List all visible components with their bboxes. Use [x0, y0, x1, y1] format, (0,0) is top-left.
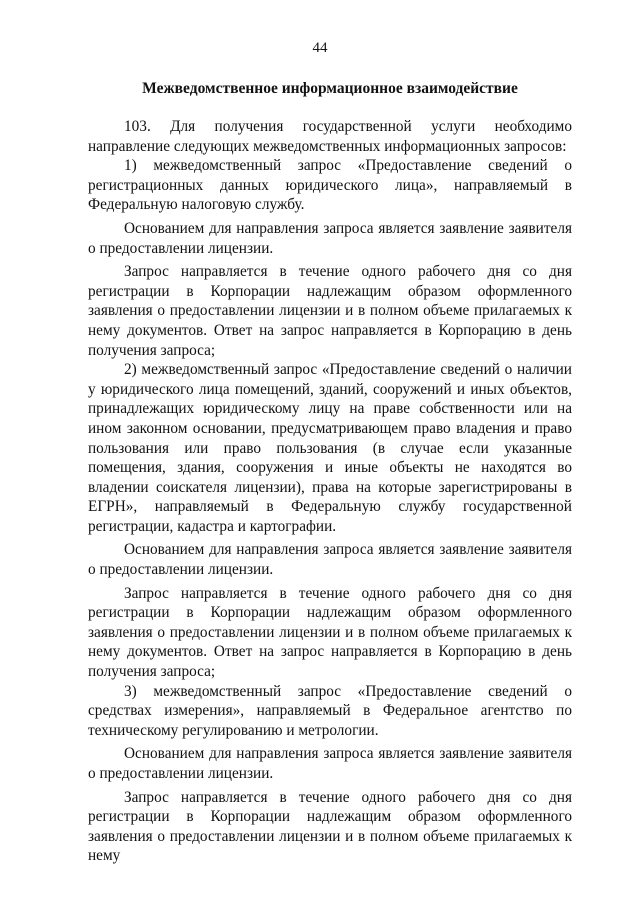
paragraph-request-3: 3) межведомственный запрос «Предоставление сведений о средствах измерения», направляемый в Федеральное агентство по техническому регулированию и метрологии.: [88, 682, 572, 739]
paragraph-request-1: 1) межведомственный запрос «Предоставление сведений о регистрационных данных юридического лица», направляемый в Федеральную налоговую службу.: [88, 157, 572, 214]
paragraph-timing-2: Запрос направляется в течение одного рабочего дня со дня регистрации в Корпорации надлежащим образом оформленного заявления о предоставлении лицензии и в полном объеме прилагаемых к нему документов. Ответ на запрос направляется в Корпорацию в день получения запроса;: [88, 584, 572, 681]
paragraph-basis-1: Основанием для направления запроса является заявление заявителя о предоставлении лицензии.: [88, 219, 572, 257]
paragraph-request-2: 2) межведомственный запрос «Предоставление сведений о наличии у юридического лица помещений, зданий, сооружений и иных объектов, принадлежащих юридическому лицу на праве собственности или на ином законном основании, предусматривающем право владения и право пользования или право пользования (в случае если указанные помещения, здания, сооружения и иные объекты не находятся во владении соискателя лицензии), права на которые зарегистрированы в ЕГРН», направляемый в Федеральную службу государственной регистрации, кадастра и картографии.: [88, 361, 572, 535]
paragraph-basis-2: Основанием для направления запроса является заявление заявителя о предоставлении лицензии.: [88, 541, 572, 579]
page-number: 44: [312, 40, 328, 56]
paragraph-item-103: 103. Для получения государственной услуги необходимо направление следующих межведомственных информационных запросов:: [88, 118, 572, 155]
paragraph-timing-3: Запрос направляется в течение одного рабочего дня со дня регистрации в Корпорации надлежащим образом оформленного заявления о предоставлении лицензии и в полном объеме прилагаемых к нему: [88, 788, 572, 865]
section-heading: Межведомственное информационное взаимодействие: [142, 80, 518, 97]
document-body: [88, 117, 572, 866]
paragraph-timing-1: Запрос направляется в течение одного рабочего дня со дня регистрации в Корпорации надлежащим образом оформленного заявления о предоставлении лицензии и в полном объеме прилагаемых к нему документов. Ответ на запрос направляется в Корпорацию в день получения запроса;: [88, 263, 572, 359]
paragraph-basis-3: Основанием для направления запроса является заявление заявителя о предоставлении лицензии.: [88, 745, 572, 782]
